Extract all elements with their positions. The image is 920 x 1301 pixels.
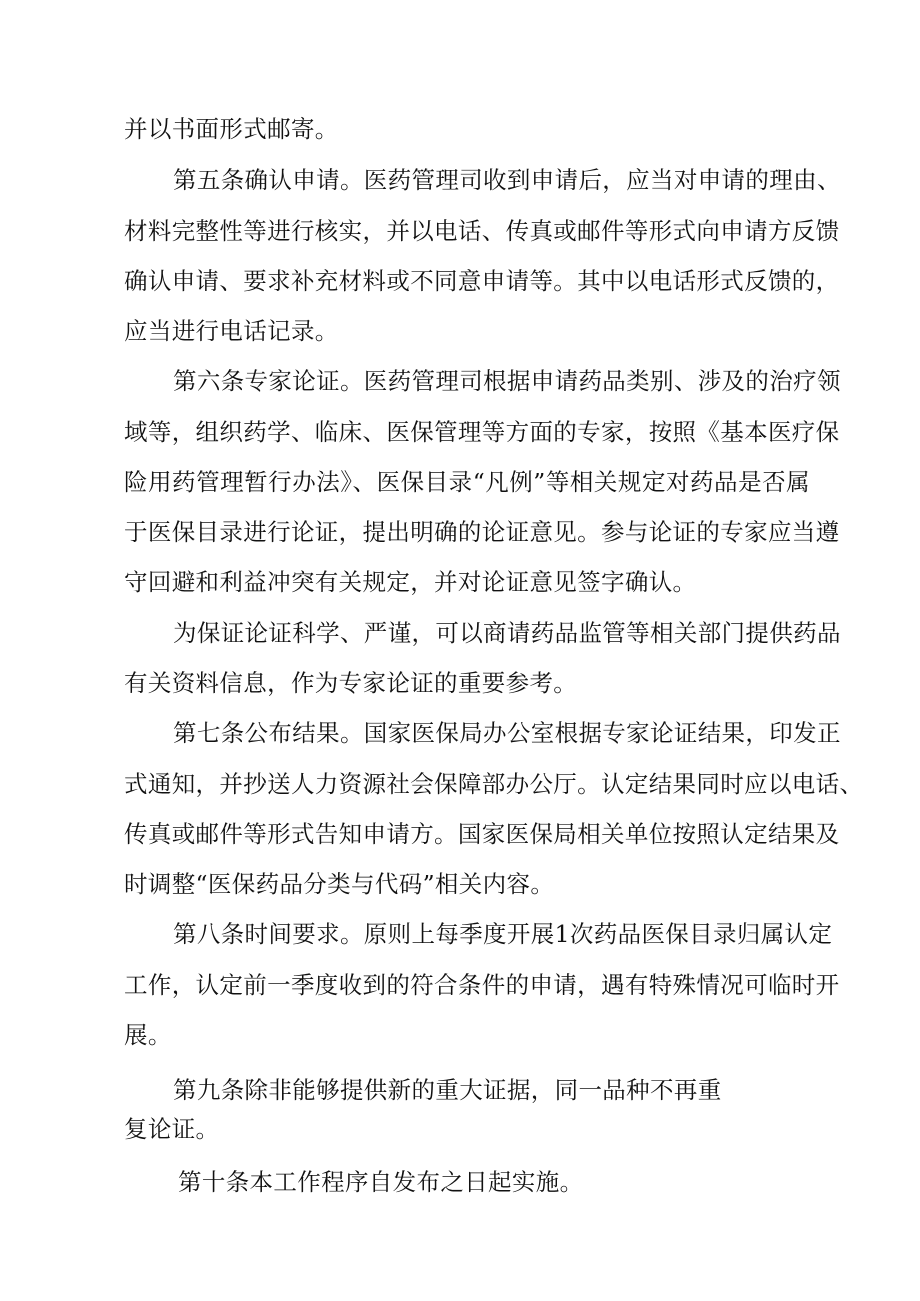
text-line: 确认申请、要求补充材料或不同意申请等。其中以电话形式反馈的， xyxy=(124,267,840,295)
text-line: 第五条确认申请。医药管理司收到申请后，应当对申请的理由、 xyxy=(173,166,841,194)
text-line: 为保证论证科学、严谨，可以商请药品监管等相关部门提供药品 xyxy=(173,619,841,647)
text-line: 险用药管理暂行办法》、医保目录“凡例”等相关规定对药品是否属 xyxy=(124,468,810,496)
text-line: 有关资料信息，作为专家论证的重要参考。 xyxy=(124,669,578,697)
text-line: 应当进行电话记录。 xyxy=(124,317,339,345)
text-line: 传真或邮件等形式告知申请方。国家医保局相关单位按照认定结果及 xyxy=(124,820,840,848)
text-line: 第七条公布结果。国家医保局办公室根据专家论证结果，印发正 xyxy=(173,719,841,747)
text-line: 第十条本工作程序自发布之日起实施。 xyxy=(178,1168,584,1196)
text-line: 于医保目录进行论证，提出明确的论证意见。参与论证的专家应当遵 xyxy=(124,518,840,546)
text-line: 并以书面形式邮寄。 xyxy=(124,115,339,143)
text-line: 第六条专家论证。医药管理司根据申请药品类别、涉及的治疗领 xyxy=(173,367,841,395)
text-line: 第九条除非能够提供新的重大证据，同一品种不再重 xyxy=(173,1076,722,1104)
text-line: 复论证。 xyxy=(124,1115,220,1143)
text-line: 展。 xyxy=(124,1021,172,1049)
text-line: 时调整“医保药品分类与代码”相关内容。 xyxy=(124,870,555,898)
text-line: 材料完整性等进行核实，并以电话、传真或邮件等形式向申请方反馈 xyxy=(124,217,840,245)
text-line: 第八条时间要求。原则上每季度开展1次药品医保目录归属认定 xyxy=(173,920,833,948)
text-line: 工作，认定前一季度收到的符合条件的申请，遇有特殊情况可临时开 xyxy=(124,971,840,999)
text-line: 域等，组织药学、临床、医保管理等方面的专家，按照《基本医疗保 xyxy=(124,418,840,446)
text-line: 式通知，并抄送人力资源社会保障部办公厅。认定结果同时应以电话、 xyxy=(124,770,864,798)
text-line: 守回避和利益冲突有关规定，并对论证意见签字确认。 xyxy=(124,568,697,596)
